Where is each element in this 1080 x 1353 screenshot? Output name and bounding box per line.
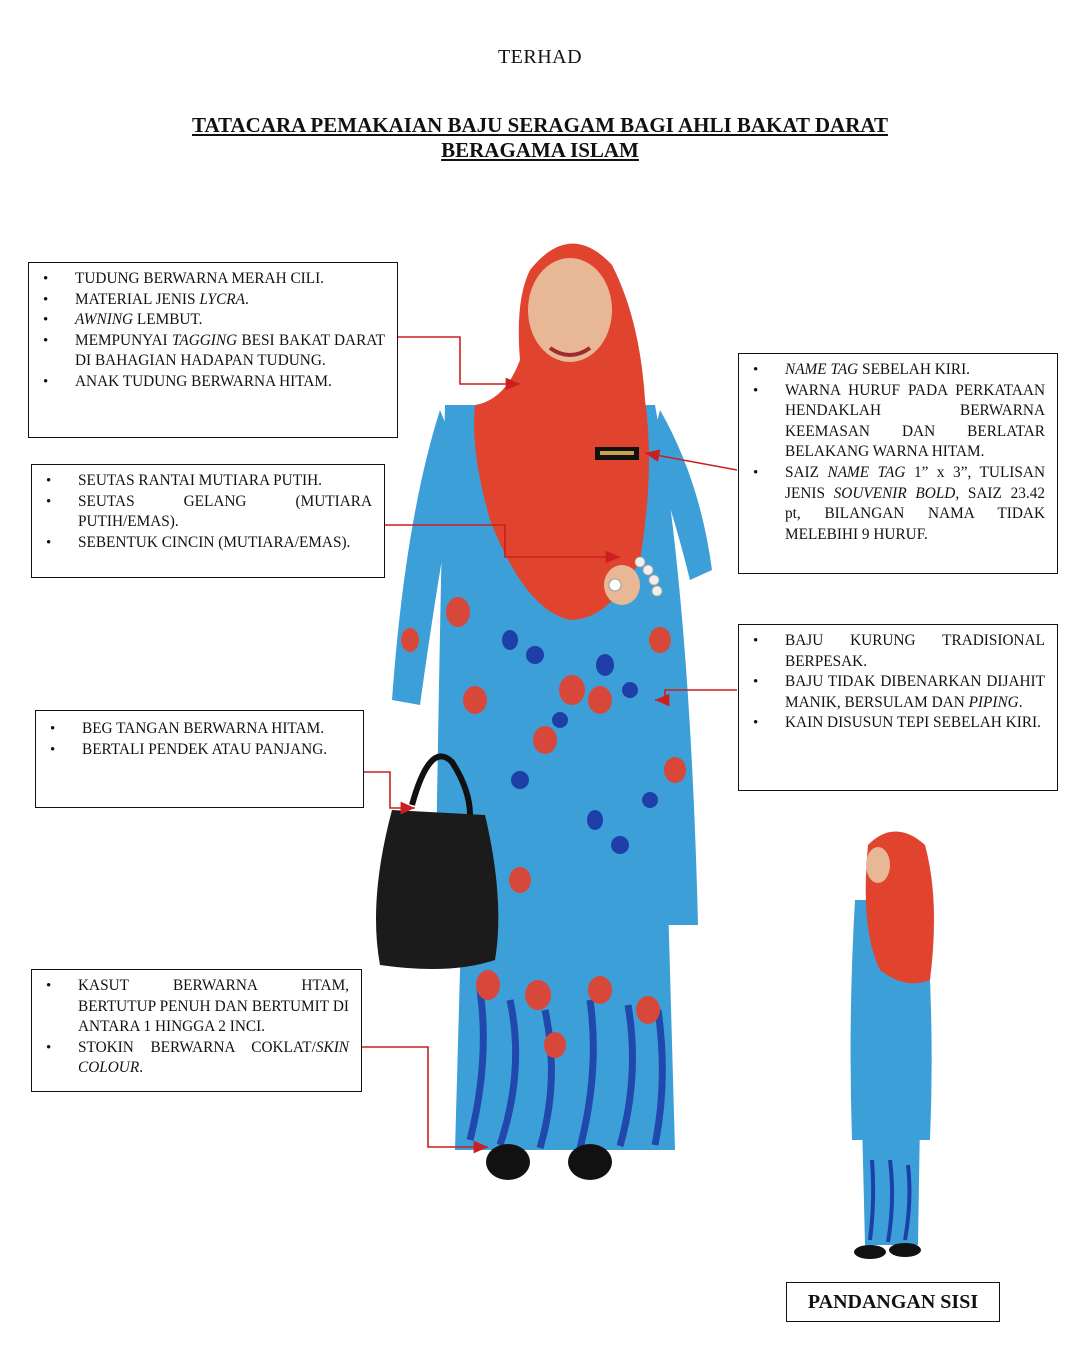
shoes-item-stokin: • STOKIN BERWARNA COKLAT/SKIN COLOUR. [40,1038,349,1079]
jewelry-info-box [31,464,385,578]
shoe-left [486,1144,530,1180]
arrow-tudung [397,337,520,384]
bag-info-box [35,710,364,808]
tudung-item-tagging: • MEMPUNYAI TAGGING BESI BAKAT DARAT DI BAHAGIAN HADAPAN TUDUNG. [37,331,385,372]
baju-item-kain: • KAIN DISUSUN TEPI SEBELAH KIRI. [747,713,1045,734]
bag-item-strap: • BERTALI PENDEK ATAU PANJANG. [44,740,351,761]
ring [609,579,621,591]
tudung-info-box [28,262,398,438]
side-view-figure [851,832,934,1260]
baju-item-decoration: • BAJU TIDAK DIBENARKAN DIJAHIT MANIK, BERSULAM DAN PIPING. [747,672,1045,713]
tudung-item-color: • TUDUNG BERWARNA MERAH CILI. [37,269,385,290]
nametag-item-size: • SAIZ NAME TAG 1” x 3”, TULISAN JENIS SOUVENIR BOLD, SAIZ 23.42 pt, BILANGAN NAMA TIDAK MELEBIHI 9 HURUF. [747,463,1045,545]
handbag [376,810,498,969]
jewelry-item-bracelet: • SEUTAS GELANG (MUTIARA PUTIH/EMAS). [40,492,372,533]
front-view-figure [376,244,712,1180]
title-line-1: TATACARA PEMAKAIAN BAJU SERAGAM BAGI AHLI BAKAT DARAT [192,113,888,137]
face [528,258,612,362]
shoes-info-box [31,969,362,1092]
shoe-right [568,1144,612,1180]
jewelry-item-ring: • SEBENTUK CINCIN (MUTIARA/EMAS). [40,533,372,554]
title-line-2: BERAGAMA ISLAM [441,138,639,162]
tudung-item-awning: • AWNING LEMBUT. [37,310,385,331]
nametag-item-position: • NAME TAG SEBELAH KIRI. [747,360,1045,381]
nametag-item-color: • WARNA HURUF PADA PERKATAAN HENDAKLAH BERWARNA KEEMASAN DAN BERLATAR BELAKANG WARNA HITAM. [747,381,1045,463]
baju-item-kurung: • BAJU KURUNG TRADISIONAL BERPESAK. [747,631,1045,672]
document-classification: TERHAD [497,46,583,68]
baju-info-box [738,624,1058,791]
nametag-info-box [738,353,1058,574]
tudung-item-inner: • ANAK TUDUNG BERWARNA HITAM. [37,372,385,393]
arrow-bag [364,772,415,808]
bag-item-color: • BEG TANGAN BERWARNA HITAM. [44,719,351,740]
shoes-item-kasut: • KASUT BERWARNA HTAM, BERTUTUP PENUH DAN BERTUMIT DI ANTARA 1 HINGGA 2 INCI. [40,976,349,1038]
side-view-label: PANDANGAN SISI [786,1282,1000,1322]
tudung-item-material: • MATERIAL JENIS LYCRA. [37,290,385,311]
jewelry-item-necklace: • SEUTAS RANTAI MUTIARA PUTIH. [40,471,372,492]
